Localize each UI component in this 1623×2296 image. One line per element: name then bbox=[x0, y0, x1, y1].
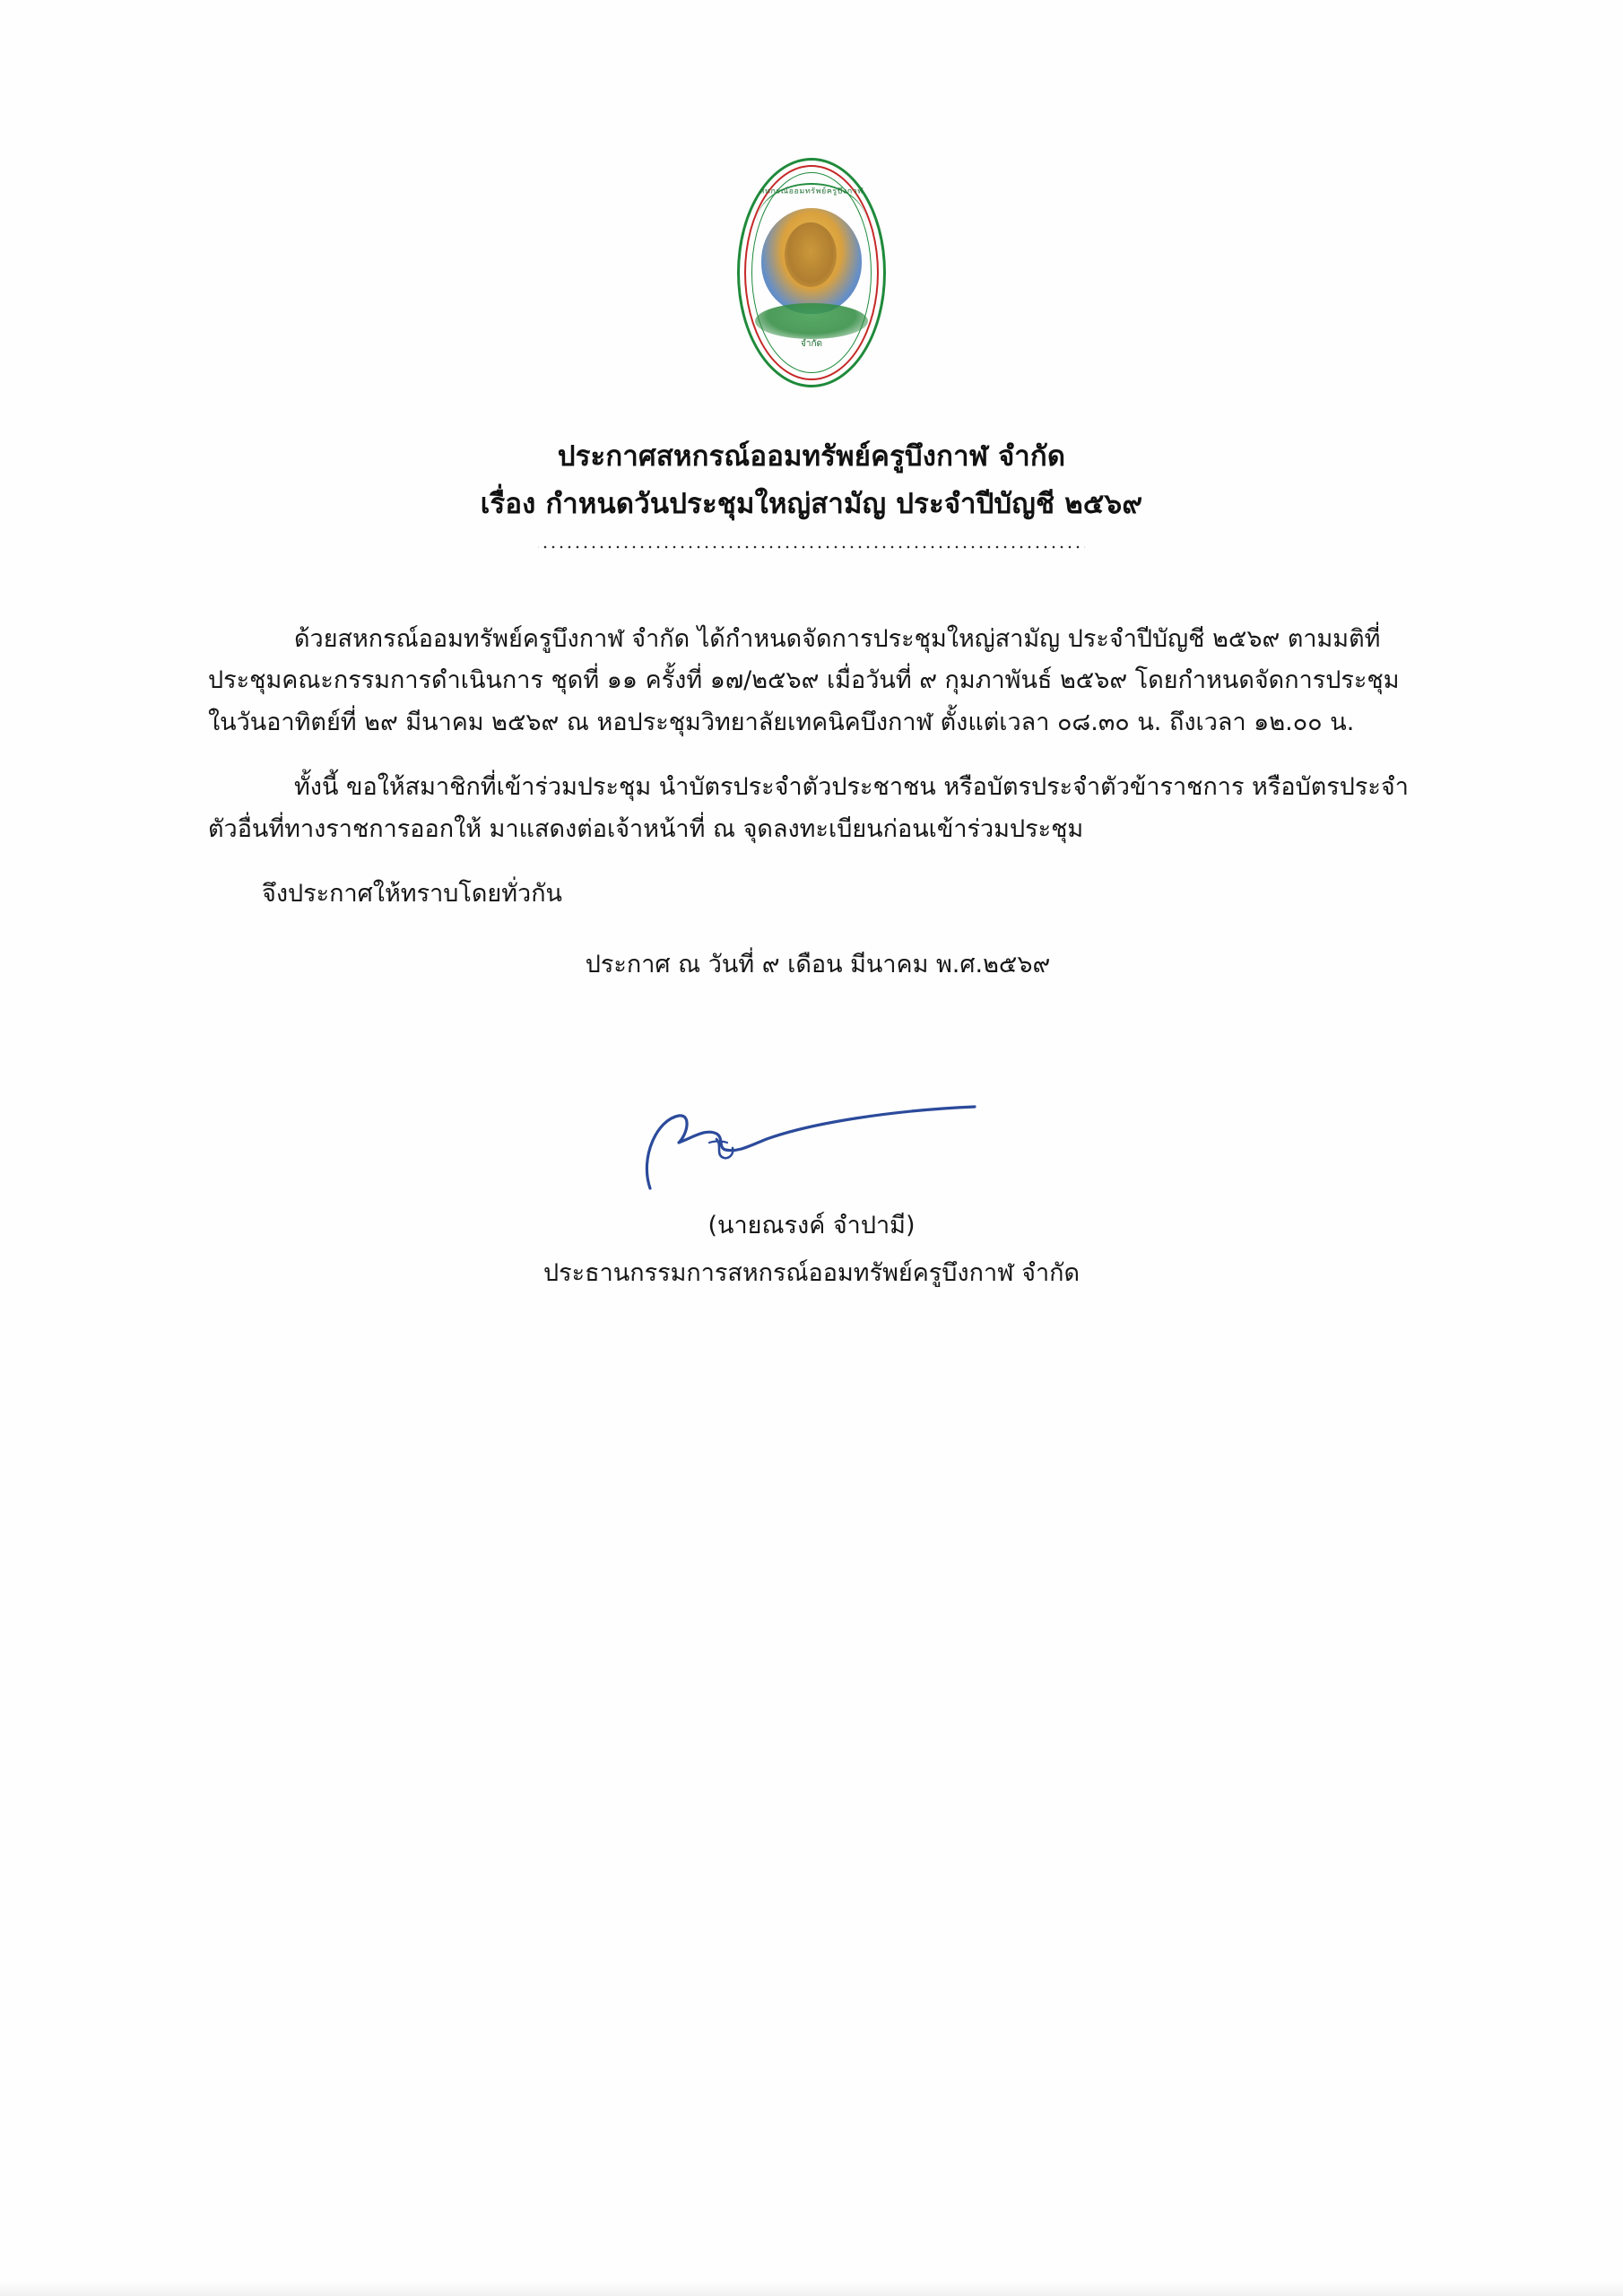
seal-top-text: สหกรณ์ออมทรัพย์ครูบึงกาฬ bbox=[759, 187, 864, 196]
paragraph-two bbox=[208, 767, 1428, 850]
handwritten-signature-icon bbox=[623, 1103, 1000, 1202]
announce-date-line: ประกาศ ณ วันที่ ๙ เดือน มีนาคม พ.ศ.๒๕๖๙ bbox=[585, 950, 1051, 978]
document-body bbox=[208, 619, 1428, 986]
paragraph-three bbox=[208, 874, 1428, 915]
paragraph-gap bbox=[208, 744, 1428, 767]
seal-bottom-text: จำกัด bbox=[800, 339, 823, 349]
paragraph-one-text: ด้วยสหกรณ์ออมทรัพย์ครูบึงกาฬ จำกัด ได้กำหนดจัดการประชุมใหญ่สามัญ ประจำปีบัญชี ๒๕๖๙ ตามมติที่ประชุมคณะกรรมการดำเนินการ ชุดที่ ๑๑ ครั้งที่ ๑๗/๒๕๖๙ เมื่อวันที่ ๙ กุมภาพันธ์ ๒๕๖๙ โดยกำหนดจัดการประชุมในวันอาทิตย์ที่ ๒๙ มีนาคม ๒๕๖๙ ณ หอประชุมวิทยาลัยเทคนิคบึงกาฬ ตั้งแต่เวลา ๐๘.๓๐ น. ถึงเวลา ๑๒.๐๐ น. bbox=[208, 625, 1400, 736]
page-subtitle: เรื่อง กำหนดวันประชุมใหญ่สามัญ ประจำปีบัญชี ๒๕๖๙ bbox=[480, 487, 1143, 520]
paragraph-two-text: ทั้งนี้ ขอให้สมาชิกที่เข้าร่วมประชุม นำบัตรประจำตัวประชาชน หรือบัตรประจำตัวข้าราชการ หรือบัตรประจำตัวอื่นที่ทางราชการออกให้ มาแสดงต่อเจ้าหน้าที่ ณ จุดลงทะเบียนก่อนเข้าร่วมประชุม bbox=[208, 773, 1409, 843]
paragraph-one bbox=[208, 619, 1428, 744]
cooperative-seal-icon bbox=[732, 152, 891, 393]
seal-center-figure-icon bbox=[761, 208, 862, 314]
seal-leaf-band-icon bbox=[755, 303, 868, 339]
signer-role: ประธานกรรมการสหกรณ์ออมทรัพย์ครูบึงกาฬ จำกัด bbox=[542, 1259, 1081, 1287]
emblem-container bbox=[0, 152, 1623, 393]
paragraph-gap bbox=[208, 850, 1428, 874]
page-bottom-shadow bbox=[0, 2280, 1623, 2296]
paragraph-three-text: จึงประกาศให้ทราบโดยทั่วกัน bbox=[262, 880, 562, 909]
document-title-block bbox=[0, 436, 1623, 550]
dotted-divider bbox=[538, 544, 1085, 550]
signature-block bbox=[0, 1103, 1623, 1292]
signer-name: (นายณรงค์ จำปามี) bbox=[707, 1212, 916, 1239]
page-title: ประกาศสหกรณ์ออมทรัพย์ครูบึงกาฬ จำกัด bbox=[557, 440, 1066, 473]
